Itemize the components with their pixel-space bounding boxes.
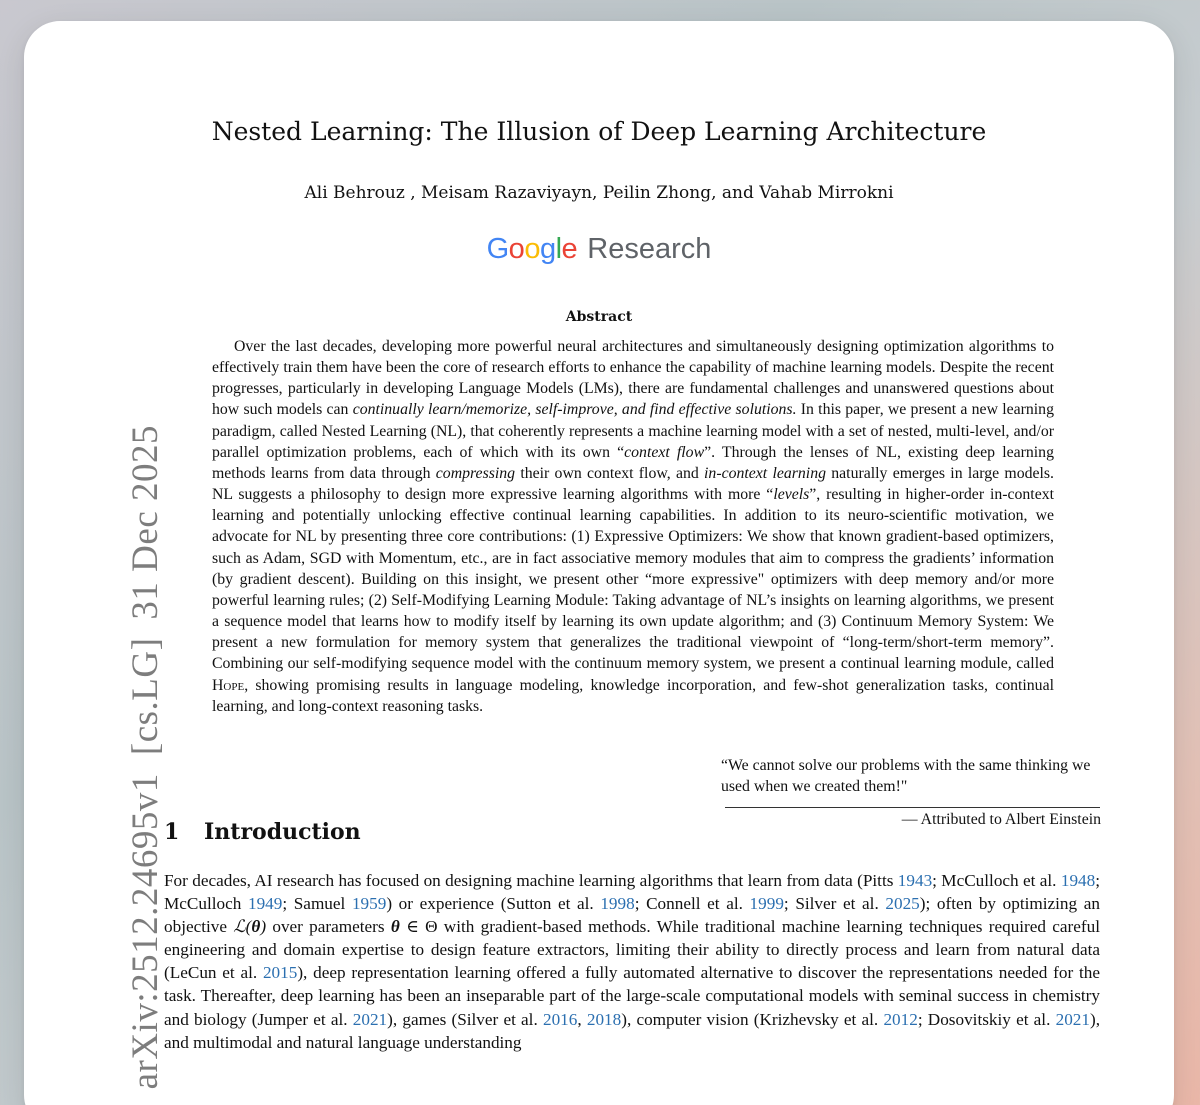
logo-letter: o — [524, 233, 540, 265]
abstract-text: In this paper, we present a new learning paradigm, called Nested Learning (NL), that coherently represents a machine learning model with a set of nested, multi-level, and/or parallel optimization problems, each of which with its own “ — [212, 401, 1054, 461]
intro-text: ; Samuel — [282, 894, 352, 914]
abstract-body — [212, 336, 1054, 717]
citation-link[interactable]: 1943 — [897, 871, 933, 890]
math-in-theta-set: ∈ Θ — [399, 917, 438, 937]
abstract-emphasis: context flow — [624, 443, 705, 461]
citation-link[interactable]: 2021 — [1055, 1009, 1090, 1029]
abstract-text: ”. Through the lenses of NL, existing deep learning methods learns from data through — [212, 443, 1054, 482]
abstract-text: Over the last decades, developing more powerful neural architectures and simultaneously designing optimization algorithms to effectively train them have been the core of research efforts to enhance the capability of machine learning models. Despite the recent progresses, particularly in developing Language Models (LMs), there are fundamental challenges and unanswered questions about how such models can — [212, 338, 1054, 419]
citation-link[interactable]: 2025 — [885, 894, 920, 914]
intro-text: over parameters — [266, 917, 391, 937]
math-theta: θ — [390, 917, 400, 937]
logo-letter: o — [508, 233, 525, 265]
epigraph-attribution: — Attributed to Albert Einstein — [901, 811, 1101, 828]
citation-link[interactable]: 1999 — [749, 894, 784, 914]
abstract-emphasis: compressing — [435, 464, 516, 482]
intro-text: ) or experience (Sutton et al. — [386, 894, 601, 914]
citation-link[interactable]: 1998 — [600, 894, 635, 914]
paper-title: Nested Learning: The Illusion of Deep Learning Architecture — [211, 117, 987, 146]
section-number: 1 — [164, 819, 180, 845]
intro-text: ), computer vision (Krizhevsky et al. — [621, 1009, 884, 1029]
abstract-emphasis: in-context learning — [704, 464, 826, 482]
math-objective: ℒ( — [233, 917, 252, 937]
research-wordmark: Research — [587, 233, 712, 265]
abstract-emphasis: levels — [773, 486, 810, 504]
citation-link[interactable]: 2012 — [883, 1009, 918, 1029]
section-title: Introduction — [204, 819, 361, 845]
abstract-text: their own context flow, and — [515, 464, 705, 482]
abstract-text: , showing promising results in language modeling, knowledge incorporation, and few-shot generalization tasks, continual learning, and long-context reasoning tasks. — [212, 676, 1054, 715]
arxiv-date: 31 Dec 2025 — [125, 425, 166, 620]
citation-link[interactable]: 2021 — [352, 1009, 388, 1029]
citation-link[interactable]: 1949 — [247, 894, 283, 914]
introduction-body — [164, 869, 1100, 1054]
epigraph-quote: “We cannot solve our problems with the same thinking we used when we created them!" — [721, 757, 1091, 795]
epigraph-rule — [725, 807, 1100, 808]
intro-text: ); often by optimizing an objective — [164, 894, 1100, 937]
intro-text: ), and multimodal and natural language understanding — [164, 1009, 1100, 1052]
intro-text: ), games (Silver et al. — [387, 1009, 543, 1029]
intro-text: ; Dosovitskiy et al. — [917, 1009, 1056, 1029]
citation-link[interactable]: 1948 — [1060, 871, 1096, 890]
abstract-text: naturally emerges in large models. NL suggests a philosophy to design more expressive learning algorithms with more “ — [212, 464, 1055, 504]
paper-authors: Ali Behrouz , Meisam Razaviyayn, Peilin Zhong, and Vahab Mirrokni — [304, 183, 894, 203]
arxiv-id: arXiv:2512.24695v1 — [125, 773, 166, 1090]
intro-text: ; McCulloch et al. — [932, 871, 1061, 890]
logo-letter: l — [555, 233, 562, 265]
intro-text: ; Silver et al. — [783, 894, 886, 914]
intro-text: For decades, AI research has focused on designing machine learning algorithms that learn from data (Pitts — [164, 871, 898, 890]
math-objective-close: ) — [260, 917, 267, 937]
citation-link[interactable]: 2015 — [262, 963, 298, 983]
google-wordmark — [487, 233, 578, 265]
arxiv-identifier-stamp — [124, 425, 167, 1089]
abstract-heading: Abstract — [565, 309, 633, 325]
math-theta: θ — [251, 917, 261, 937]
citation-link[interactable]: 1959 — [351, 894, 387, 914]
intro-text: , — [577, 1009, 587, 1029]
arxiv-category: [cs.LG] — [125, 637, 166, 756]
intro-text: ; Connell et al. — [634, 894, 750, 914]
logo-letter: G — [486, 233, 509, 265]
section-heading — [164, 819, 361, 845]
logo-letter: e — [561, 233, 578, 265]
abstract-text: ”, resulting in higher-order in-context learning and potentially unlocking effective continual learning capabilities. In addition to its neuro-scientific motivation, we advocate for NL by presenting three core contributions: (1) Expressive Optimizers: We show that known gradient-based optimizers, such as Adam, SGD with Momentum, etc., are in fact associative memory modules that aim to compress the gradients’ information (by gradient descent). Building on this insight, we present other “more expressive" optimizers with deep memory and/or more powerful learning rules; (2) Self-Modifying Learning Module: Taking advantage of NL’s insights on learning algorithms, we present a sequence model that learns how to modify itself by learning its own update algorithm; and (3) Continuum Memory System: We present a new formulation for memory system that generalizes the traditional viewpoint of “long-term/short-term memory”. Combining our self-modifying sequence model with the continuum memory system, we present a continual learning module, called — [212, 486, 1054, 673]
intro-text: with gradient-based methods. While traditional machine learning techniques required careful engineering and domain expertise to design feature extractors, limiting their ability to directly process and learn from natural data (LeCun et al. — [164, 917, 1100, 983]
abstract-emphasis: continually learn/memorize, self-improve, and find effective solutions. — [352, 401, 797, 419]
paper-page — [24, 21, 1174, 1105]
logo-letter: g — [539, 233, 556, 265]
intro-text: ), deep representation learning offered a fully automated alternative to discover the representations needed for the task. Thereafter, deep learning has been an inseparable part of the large-scale computational models with seminal success in chemistry and biology (Jumper et al. — [164, 963, 1100, 1029]
hope-model-name: Hope — [212, 676, 245, 694]
intro-text: ; McCulloch — [164, 871, 1100, 914]
google-research-logo — [24, 233, 1174, 266]
citation-link[interactable]: 2018 — [586, 1009, 622, 1029]
citation-link[interactable]: 2016 — [542, 1009, 578, 1029]
